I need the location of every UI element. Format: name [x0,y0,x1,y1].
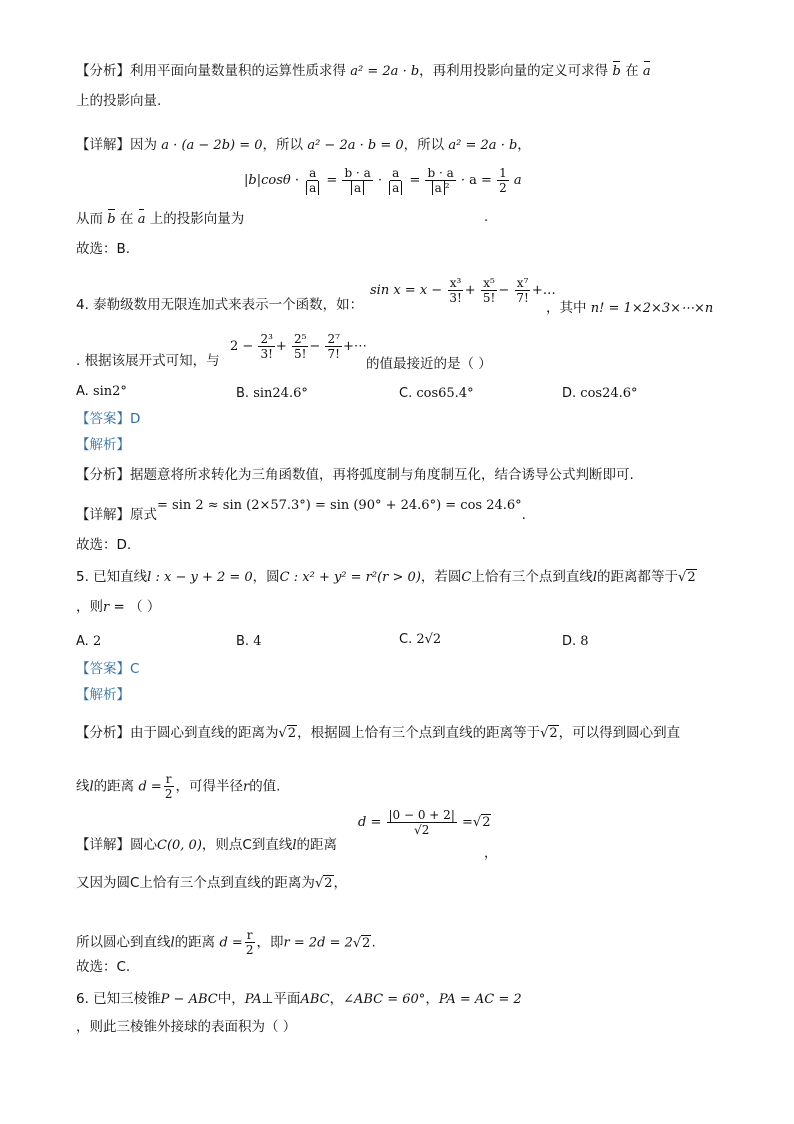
q5-stem-line-2 [76,598,160,617]
answer-tag: 【答案】 [76,661,130,677]
vector-equation: a² = 2a · b [350,64,420,79]
detail-text: ，所以 [403,137,445,153]
q4-stem-line-2 [76,352,220,370]
analysis-tag: 【分析】 [76,63,130,79]
detail-text: ，即 [256,934,284,951]
analysis-text: 由于圆心到直线的距离为 [130,725,279,741]
circle-center: C(0, 0) [157,838,202,853]
stem-text: ，其中 [546,300,587,316]
option-label: C. [399,386,413,401]
vector-b: b [107,212,116,227]
q5-option-b[interactable] [236,634,261,649]
q4-option-d[interactable] [562,386,638,401]
taylor-series-sin: sin x = x − $\frac{\text{x³}}{3!}$ + $\frac{\text{x⁵}}{5!}$ − $\frac{\text{x⁷}}{7!}$ +… [370,276,556,305]
sqrt-expression: √2 [678,570,696,585]
d-label: d = [358,815,382,830]
q4-option-a[interactable] [76,384,127,399]
stem-text: = （ ） [109,599,161,615]
analysis-text: 的距离 [93,778,135,795]
option-label: C. [399,632,413,647]
fraction: $\frac{|0 - 0 + 2|}{√2}$ [388,808,455,837]
q3-projection-line [76,210,244,229]
stem-text: 上恰有三个点到直线 [471,569,593,585]
stem-text: ⊥平面 [261,991,301,1007]
q4-stem-mid [546,296,713,316]
vector-a: a [642,64,651,79]
detail-text: 所以圆心到直线 [76,934,171,951]
analysis-text: 利用平面向量数量积的运算性质求得 [130,63,346,79]
q5-also-line: 又因为圆C上恰有三个点到直线的距离为√2， [76,875,348,891]
option-value: sin24.6° [253,386,308,401]
q4-stem-line-1 [76,296,363,314]
q4-stem-suffix: 的值最接近的是（ ） [366,356,492,372]
q4-answer [76,410,140,428]
q6-stem-line-2: ，则此三棱锥外接球的表面积为（ ） [76,1019,297,1035]
fraction: $\frac{r}{2}$ [245,928,254,957]
line-name: l [292,838,297,853]
answer-value: C [130,661,140,677]
fraction: $\frac{a}{a}$ [304,166,321,195]
analysis-text: ，再利用投影向量的定义可求得 [419,63,609,79]
option-value: cos24.6° [580,386,638,401]
analysis-tag: 【分析】 [76,725,130,741]
q5-option-a[interactable] [76,634,101,649]
fraction: $\frac{a}{a}$ [387,166,404,195]
series-value: 2 − $\frac{\text{2³}}{3!}$ + $\frac{\text{2⁵}}{5!}$ − $\frac{\text{2⁷}}{7!}$ +⋯ [230,332,367,361]
analysis-text: ，根据圆上恰有三个点到直线的距离等于 [297,725,541,741]
analysis-text: ，可以得到圆心到直 [558,725,681,741]
text: 从而 [76,211,103,227]
detail-text: ，则点C到直线 [201,837,293,853]
analysis-tag: 【分析】 [76,467,130,483]
factorial-definition: n! = 1×2×3×⋯×n [590,301,714,316]
circle-name: C [461,570,472,585]
series-lead: 2 − [230,339,254,354]
q5-answer [76,660,139,678]
option-label: A. [76,634,89,649]
line-name: l [170,935,175,951]
q5-stem-line-1 [76,568,697,587]
detail-text: 又因为圆C上恰有三个点到直线的距离为 [76,875,315,891]
detail-text: 原式 [130,507,157,523]
fraction: $\frac{1}{2}$ [499,166,507,195]
q5-option-c[interactable] [399,632,441,647]
stem-text: ，则 [76,599,103,615]
option-label: A. [76,384,89,399]
radius-equation: r = 2d = 2 [283,935,353,951]
fraction: $\frac{b \cdot a}{a}$ [344,166,371,195]
detail-text: ，所以 [262,137,304,153]
q5-option-d[interactable] [562,634,589,649]
q4-analysis [76,466,634,484]
option-value: 2 [92,634,102,649]
q4-detail [76,498,526,525]
q5-parse-tag: 【解析】 [76,687,130,703]
period: . [521,507,526,523]
q5-analysis-line-1: 【分析】由于圆心到直线的距离为√2，根据圆上恰有三个点到直线的距离等于√2，可以得到圆心到直 [76,725,681,741]
angle-condition: ∠ABC = 60° [343,992,426,1007]
stem-text: ，圆 [252,569,280,585]
detail-text: 圆心 [130,837,157,853]
circle-equation: C : x² + y² = r²(r > 0) [279,570,421,585]
analysis-text: 据题意将所求转化为三角函数值，再将弧度制与角度制互化，结合诱导公式判断即可. [130,467,634,483]
q4-parse-tag: 【解析】 [76,437,130,453]
text: 在 [119,211,134,227]
option-value: 4 [253,634,262,649]
line-name: l [89,779,94,795]
fraction: $\frac{b \cdot a}{\text{a ²}}$ [427,166,454,195]
q3-analysis-line-2: 上的投影向量. [76,93,162,109]
answer-tag: 【答案】 [76,411,130,427]
text: 上的投影向量为 [149,211,245,227]
option-label: B. [236,386,250,401]
stem-text: 的距离都等于 [597,569,679,585]
q5-detail-line [76,836,337,855]
comma: ， [484,846,498,861]
series-lhs: sin x = x − [370,283,443,298]
option-value: 8 [580,634,589,649]
equals-sign: = [462,815,473,830]
q3-analysis-line [76,62,651,81]
pyramid-name: P − ABC [160,992,218,1007]
d-label: d = [138,779,162,795]
distance-formula: d = $\frac{|0 - 0 + 2|}{√2}$ =√2 [358,808,491,837]
analysis-text: ，可得半径 [175,778,243,795]
math-expression: a · (a − 2b) = 0 [161,138,263,153]
option-label: B. [236,634,250,649]
q4-conclusion: 故选：D. [76,537,132,553]
detail-text: ， [517,137,531,153]
option-value: sin2° [92,384,127,399]
formula-lhs: |b|cosθ · [244,173,299,188]
length-condition: PA = AC = 2 [438,992,522,1007]
analysis-text: 线 [76,778,90,795]
detail-tag: 【详解】 [76,137,130,153]
option-value: 2√2 [416,632,442,647]
d-label: d = [219,935,243,951]
stem-text: . 根据该展开式可知，与 [76,353,220,369]
plane-name: ABC [300,992,330,1007]
q4-option-b[interactable] [236,386,308,401]
answer-value: D [130,411,141,427]
fraction: $\frac{r}{2}$ [164,772,173,801]
vector-b: b [612,64,621,79]
numerator: |0 − 0 + 2| [388,808,455,822]
option-label: D. [562,386,577,401]
line-name: l [592,570,598,585]
period: . [371,934,376,951]
variable-r: r [103,600,110,615]
radicand: 2 [687,570,696,585]
stem-text: 5. 已知直线 [76,569,148,585]
stem-text: ，若圆 [420,569,462,585]
detail-tag: 【详解】 [76,837,130,853]
variable-r: r [242,779,250,795]
q5-conclusion: 故选：C. [76,959,131,975]
detail-text: 因为 [130,137,157,153]
q5-so-line: 所以圆心到直线l的距离 d = $\frac{r}{2}$ ，即r = 2d = 2√2. [76,928,376,957]
q4-option-c[interactable] [399,386,474,401]
math-expression: a² = 2a · b [448,138,518,153]
math-expression: = sin 2 ≈ sin (2×57.3°) = sin (90° + 24.6°) = cos 24.6° [157,498,522,513]
option-label: D. [562,634,577,649]
stem-text: 中， [217,991,245,1007]
detail-tag: 【详解】 [76,507,130,523]
detail-text: ， [333,875,348,891]
stem-text: 6. 已知三棱锥 [76,991,161,1007]
analysis-text: 在 [625,63,639,79]
period: . [484,210,489,225]
option-value: cos65.4° [416,386,474,401]
q5-analysis-line-2 [76,772,280,801]
q3-conclusion: 故选：B. [76,241,131,257]
q3-detail-line [76,136,531,155]
analysis-text: 的值. [249,778,281,795]
q6-stem-line-1 [76,990,522,1009]
stem-text: 4. 泰勒级数用无限连加式来表示一个函数，如： [76,297,364,313]
math-expression: a² − 2a · b = 0 [307,138,404,153]
vector-a: a [137,212,146,227]
stem-text: ， [329,991,344,1007]
detail-text: 的距离 [296,837,338,853]
line-equation: l : x − y + 2 = 0 [147,570,253,585]
detail-text: 的距离 [174,934,216,951]
stem-text: ， [425,991,439,1007]
projection-formula: |b|cosθ · $\frac{a}{a}$ = $\frac{b \cdot a}{a}$ · $\frac{a}{a}$ = $\frac{b \cdot a}{\text{a ²}}$ · a = $\frac{1}{2}$ a [244,166,522,195]
edge-pa: PA [244,992,262,1007]
